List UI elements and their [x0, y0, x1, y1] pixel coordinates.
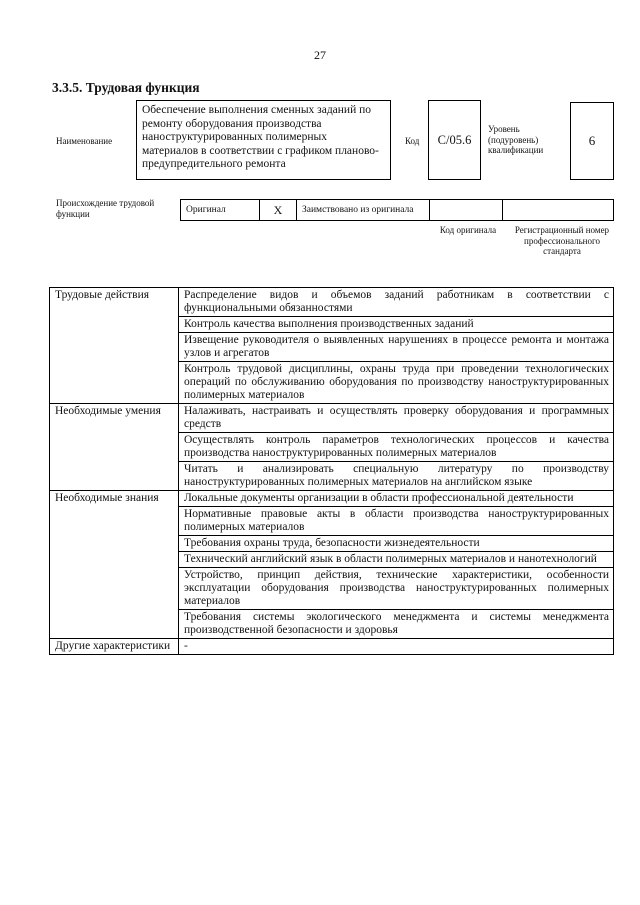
origin-reg-cell: [503, 200, 614, 221]
level-label: Уровень (подуровень) квалификации: [488, 124, 544, 155]
origin-original: Оригинал: [181, 200, 260, 221]
row-item: Контроль трудовой дисциплины, охраны труда при проведении технологических операций по обслуживанию оборудования по производству наноструктурированных полимерных материалов: [179, 362, 614, 404]
row-header: Трудовые действия: [50, 288, 179, 404]
origin-label: Происхождение трудовой функции: [56, 198, 155, 219]
row-item: Локальные документы организации в области профессиональной деятельности: [179, 491, 614, 507]
origin-code-cell: [430, 200, 503, 221]
row-item: Требования системы экологического менеджмента и системы менеджмента производственной безопасности и здоровья: [179, 610, 614, 639]
name-value: Обеспечение выполнения сменных заданий по ремонту оборудования производства наноструктурированных полимерных материалов в соответствии с графиком планово-предупредительного ремонта: [136, 100, 391, 180]
table-row: [50, 639, 614, 655]
origin-borrowed: Заимствовано из оригинала: [297, 200, 430, 221]
row-item: Устройство, принцип действия, технические характеристики, особенности эксплуатации оборудования производства наноструктурированных полимерных материалов: [179, 568, 614, 610]
row-header: Другие характеристики: [50, 639, 179, 655]
function-table: [49, 287, 614, 655]
row-item: Осуществлять контроль параметров технологических процессов и качества производства наноструктурированных полимерных материалов: [179, 433, 614, 462]
row-item: Налаживать, настраивать и осуществлять проверку оборудования и программных средств: [179, 404, 614, 433]
row-item: Читать и анализировать специальную литературу по производству наноструктурированных полимерных материалов на английском языке: [179, 462, 614, 491]
row-item: Технический английский язык в области полимерных материалов и нанотехнологий: [179, 552, 614, 568]
name-label: Наименование: [56, 136, 113, 146]
table-row: [50, 404, 614, 433]
origin-code-caption: Код оригинала: [439, 225, 497, 235]
row-item: Распределение видов и объемов заданий работникам в соответствии с функциональными обязанностями: [179, 288, 614, 317]
row-header: Необходимые знания: [50, 491, 179, 639]
section-title: 3.3.5. Трудовая функция: [52, 80, 200, 95]
origin-mark: X: [260, 200, 297, 221]
row-item: Требования охраны труда, безопасности жизнедеятельности: [179, 536, 614, 552]
row-item: -: [179, 639, 614, 655]
table-row: [50, 491, 614, 507]
level-value: 6: [570, 102, 614, 180]
row-header: Необходимые умения: [50, 404, 179, 491]
code-label: Код: [405, 136, 420, 146]
page-number: 27: [314, 48, 326, 62]
row-item: Извещение руководителя о выявленных нарушениях в процессе ремонта и монтажа узлов и агрегатов: [179, 333, 614, 362]
table-row: [50, 288, 614, 317]
row-item: Нормативные правовые акты в области производства наноструктурированных полимерных материалов: [179, 507, 614, 536]
origin-table: [180, 199, 614, 221]
row-item: Контроль качества выполнения производственных заданий: [179, 317, 614, 333]
origin-reg-caption: Регистрационный номер профессионального стандарта: [514, 225, 610, 256]
code-value: C/05.6: [428, 100, 481, 180]
